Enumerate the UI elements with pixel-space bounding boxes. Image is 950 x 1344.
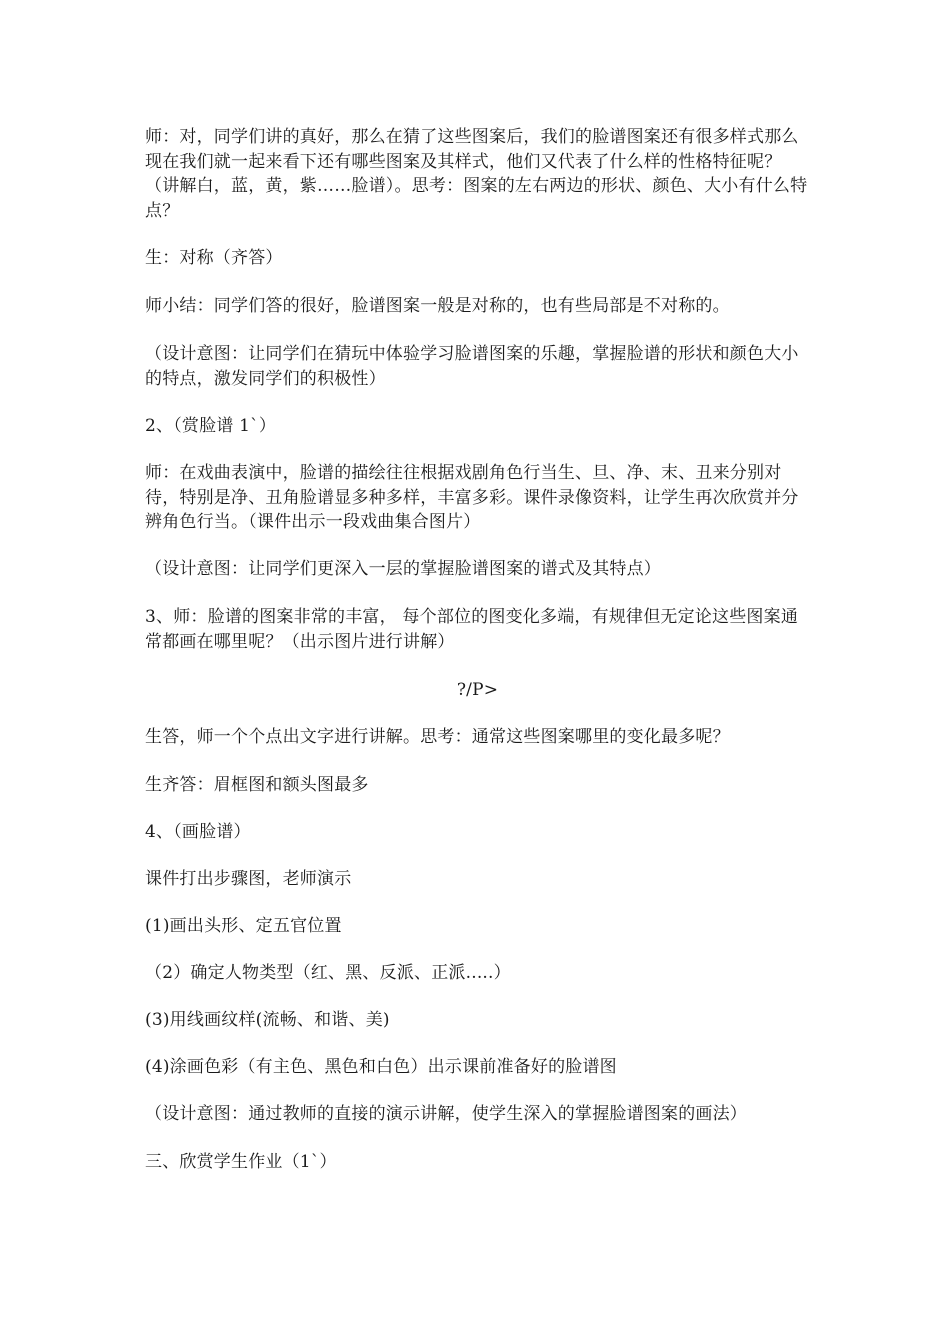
section-heading-three: 三、欣赏学生作业（1`） [145, 1152, 337, 1172]
paragraph-student-chorus: 生齐答：眉框图和额头图最多 [145, 775, 369, 795]
step-4: (4)涂画色彩（有主色、黑色和白色）出示课前准备好的脸谱图 [145, 1057, 617, 1077]
paragraph-opera-roles: 师：在戏曲表演中，脸谱的描绘往往根据戏剧角色行当生、旦、净、末、丑来分别对待，特别是净、丑角脸谱显多种多样，丰富多彩。课件录像资料，让学生再次欣赏并分辨角色行当。（课件出示一段戏曲集合图片） [145, 463, 799, 532]
paragraph-student-answer-symmetry: 生：对称（齐答） [145, 248, 283, 268]
paragraph-design-intent-2: （设计意图：让同学们更深入一层的掌握脸谱图案的谱式及其特点） [145, 559, 661, 579]
step-3: (3)用线画纹样(流畅、和谐、美) [145, 1010, 390, 1030]
paragraph-teacher-summary: 师小结：同学们答的很好，脸谱图案一般是对称的，也有些局部是不对称的。 [145, 296, 730, 316]
paragraph-teacher-patterns: 师：对，同学们讲的真好，那么在猜了这些图案后，我们的脸谱图案还有很多样式那么现在我们就一起来看下还有哪些图案及其样式，他们又代表了什么样的性格特征呢？（讲解白，蓝，黄，紫……脸谱）。思考：图案的左右两边的形状、颜色、大小有什么特点？ [145, 127, 808, 221]
image-placeholder-text: ?/P> [456, 680, 499, 700]
paragraph-courseware-steps: 课件打出步骤图，老师演示 [145, 869, 352, 889]
paragraph-design-intent-1: （设计意图：让同学们在猜玩中体验学习脸谱图案的乐趣，掌握脸谱的形状和颜色大小的特点，激发同学们的积极性） [145, 344, 799, 389]
paragraph-section-3: 3、师：脸谱的图案非常的丰富， 每个部位的图变化多端，有规律但无定论这些图案通常都画在哪里呢？（出示图片进行讲解） [145, 607, 799, 652]
paragraph-design-intent-3: （设计意图：通过教师的直接的演示讲解，使学生深入的掌握脸谱图案的画法） [145, 1104, 747, 1124]
step-2: （2）确定人物类型（红、黑、反派、正派.....） [145, 963, 511, 983]
section-heading-4: 4、（画脸谱） [145, 822, 251, 842]
section-heading-2: 2、（赏脸谱 1`） [145, 416, 277, 436]
step-1: (1)画出头形、定五官位置 [145, 916, 342, 936]
paragraph-student-answer-2: 生答，师一个个点出文字进行讲解。思考：通常这些图案哪里的变化最多呢？ [145, 727, 730, 747]
